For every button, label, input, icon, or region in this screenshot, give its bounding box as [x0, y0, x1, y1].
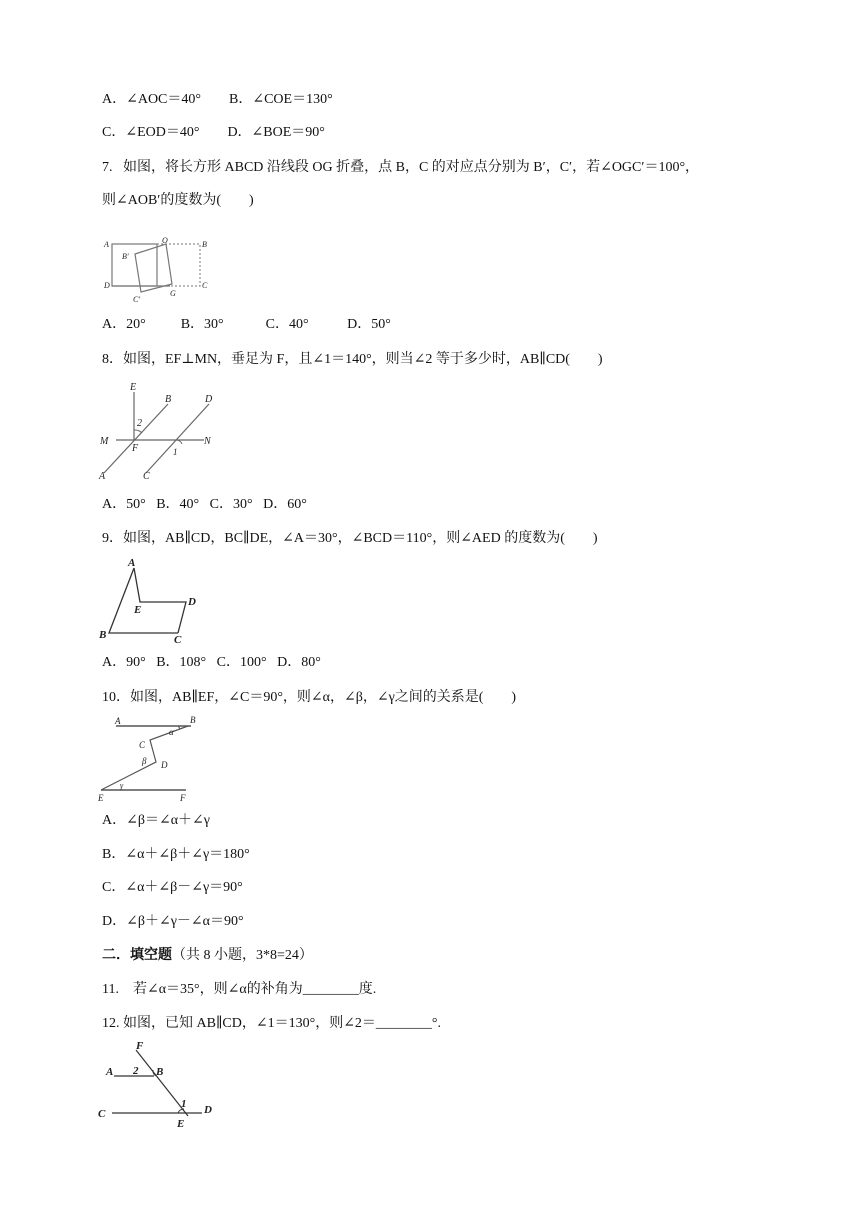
- q12-label-a: A: [106, 1066, 114, 1078]
- q8-label-d: D: [205, 394, 213, 405]
- q7-label-g: G: [170, 289, 176, 298]
- q7-label-o: O: [162, 236, 168, 245]
- q8-label-a: A: [99, 471, 106, 482]
- q6-options-row1: A．∠AOC＝40° B．∠COE＝130°: [102, 92, 333, 107]
- q12-label-b: B: [156, 1066, 164, 1078]
- q10-label-a: A: [115, 716, 121, 726]
- q12-label-e: E: [177, 1118, 185, 1130]
- q7-label-b-prime: B′: [122, 252, 129, 261]
- q10-label-e: E: [98, 793, 104, 803]
- q8-label-1: 1: [173, 447, 178, 457]
- q10-label-c: C: [139, 740, 146, 750]
- q12-label-1: 1: [181, 1098, 187, 1110]
- q8-label-n: N: [204, 436, 211, 447]
- q12-label-f: F: [136, 1040, 144, 1052]
- q10-label-beta: β: [142, 756, 147, 766]
- q7-figure: [100, 234, 220, 306]
- q10-option-b: B．∠α＋∠β＋∠γ＝180°: [102, 847, 250, 862]
- q6-options-row2: C．∠EOD＝40° D．∠BOE＝90°: [102, 125, 325, 140]
- q10-option-a: A．∠β＝∠α＋∠γ: [102, 813, 210, 828]
- q12-stem: 12. 如图，已知 AB∥CD，∠1＝130°，则∠2＝________°.: [102, 1016, 442, 1031]
- q8-figure: [96, 378, 221, 482]
- q9-figure: [96, 556, 211, 646]
- q10-stem: 10．如图，AB∥EF，∠C＝90°，则∠α，∠β，∠γ之间的关系是( ): [102, 690, 517, 705]
- q9-stem: 9．如图，AB∥CD，BC∥DE，∠A＝30°，∠BCD＝110°，则∠AED 的度数为( ): [102, 531, 598, 546]
- q10-option-d: D．∠β＋∠γ－∠α＝90°: [102, 914, 244, 929]
- q12-figure: [98, 1038, 223, 1130]
- q8-label-c: C: [143, 471, 150, 482]
- q9-label-c: C: [174, 634, 182, 646]
- q8-label-2: 2: [137, 418, 142, 429]
- q9-label-e: E: [134, 604, 142, 616]
- q7-label-c: C: [202, 281, 208, 290]
- section2-note: （共 8 小题，3*8=24）: [172, 948, 313, 963]
- q10-label-d: D: [161, 760, 168, 770]
- q10-label-gamma: γ: [120, 781, 124, 790]
- q10-label-alpha: α: [169, 727, 174, 737]
- section2-heading: [102, 947, 313, 965]
- q10-option-c: C．∠α＋∠β－∠γ＝90°: [102, 880, 243, 895]
- q8-label-b: B: [165, 394, 172, 405]
- q10-figure: [96, 712, 201, 804]
- q12-label-2: 2: [133, 1065, 139, 1077]
- q9-label-b: B: [99, 629, 107, 641]
- q8-label-f: F: [132, 443, 139, 454]
- q7-stem-line2: 则∠AOB′的度数为( ): [102, 193, 254, 208]
- q8-stem: 8．如图，EF⊥MN，垂足为 F，且∠1＝140°，则当∠2 等于多少时，AB∥CD( ): [102, 352, 603, 367]
- q7-stem-line1: 7. 如图，将长方形 ABCD 沿线段 OG 折叠，点 B，C 的对应点分别为 B′，C′，若∠OGC′＝100°，: [102, 160, 700, 175]
- q10-label-b: B: [190, 715, 196, 725]
- q12-label-c: C: [98, 1108, 106, 1120]
- q8-label-m: M: [100, 436, 109, 447]
- q7-label-b: B: [202, 240, 207, 249]
- q9-label-a: A: [128, 557, 136, 569]
- q12-label-d: D: [204, 1104, 212, 1116]
- q9-options: A．90° B．108° C．100° D．80°: [102, 655, 321, 670]
- q8-label-e: E: [130, 382, 137, 393]
- q7-label-c-prime: C′: [133, 295, 141, 304]
- q9-label-d: D: [188, 596, 196, 608]
- q8-options: A．50° B．40° C．30° D．60°: [102, 497, 307, 512]
- section2-title: 二．填空题: [102, 948, 172, 963]
- q7-label-a: A: [104, 240, 109, 249]
- q11-stem: 11. 若∠α＝35°，则∠α的补角为________度.: [102, 982, 377, 997]
- q7-label-d: D: [104, 281, 110, 290]
- q7-options: A．20° B．30° C．40° D．50°: [102, 317, 391, 332]
- q10-label-f: F: [180, 793, 186, 803]
